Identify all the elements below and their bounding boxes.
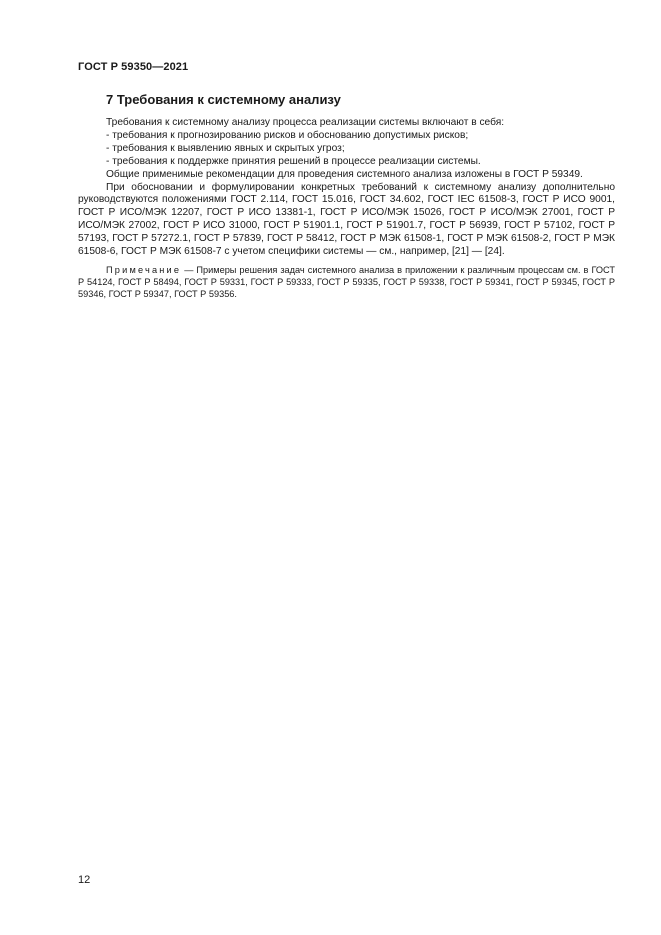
note-text: — Примеры решения задач системного анализа в приложении к различным процессам см. в ГОСТ Р 54124, ГОСТ Р 58494, ГОСТ Р 59331, ГОСТ Р 59333, ГОСТ Р 59335, ГОСТ Р 59338, ГОСТ Р 59341, ГОСТ Р 59345, ГОСТ Р 59346, ГОСТ Р 59347, ГОСТ Р 59356. bbox=[78, 264, 615, 299]
note-block bbox=[78, 264, 615, 300]
page-number: 12 bbox=[78, 874, 91, 886]
list-item-threat-detection: - требования к выявлению явных и скрытых угроз; bbox=[106, 142, 345, 154]
list-item-risk-forecasting: - требования к прогнозированию рисков и обоснованию допустимых рисков; bbox=[106, 129, 469, 141]
paragraph-general-recommendations: Общие применимые рекомендации для проведения системного анализа изложены в ГОСТ Р 59349. bbox=[106, 168, 583, 180]
paragraph-standards-references: При обосновании и формулировании конкретных требований к системному анализу дополнительно руководствуются положениями ГОСТ 2.114, ГОСТ 15.016, ГОСТ 34.602, ГОСТ IEC 61508-3, ГОСТ Р ИСО 9001, ГОСТ Р ИСО/МЭК 12207, ГОСТ Р ИСО 13381-1, ГОСТ Р ИСО/МЭК 15026, ГОСТ Р ИСО/МЭК 27001, ГОСТ Р ИСО/МЭК 27002, ГОСТ Р ИСО 31000, ГОСТ Р 51901.1, ГОСТ Р 51901.7, ГОСТ Р 56939, ГОСТ Р 57102, ГОСТ Р 57193, ГОСТ Р 57272.1, ГОСТ Р 57839, ГОСТ Р 58412, ГОСТ Р МЭК 61508-1, ГОСТ Р МЭК 61508-2, ГОСТ Р МЭК 61508-6, ГОСТ Р МЭК 61508-7 с учетом специфики системы — см., например, [21] — [24]. bbox=[78, 181, 615, 258]
list-item-decision-support: - требования к поддержке принятия решений в процессе реализации системы. bbox=[106, 155, 481, 167]
note-label: Примечание bbox=[106, 264, 182, 275]
section-7-body bbox=[78, 92, 615, 300]
document-header: ГОСТ Р 59350—2021 bbox=[78, 61, 189, 73]
section-title: 7 Требования к системному анализу bbox=[106, 92, 341, 107]
paragraph-intro: Требования к системному анализу процесса реализации системы включают в себя: bbox=[106, 117, 505, 128]
